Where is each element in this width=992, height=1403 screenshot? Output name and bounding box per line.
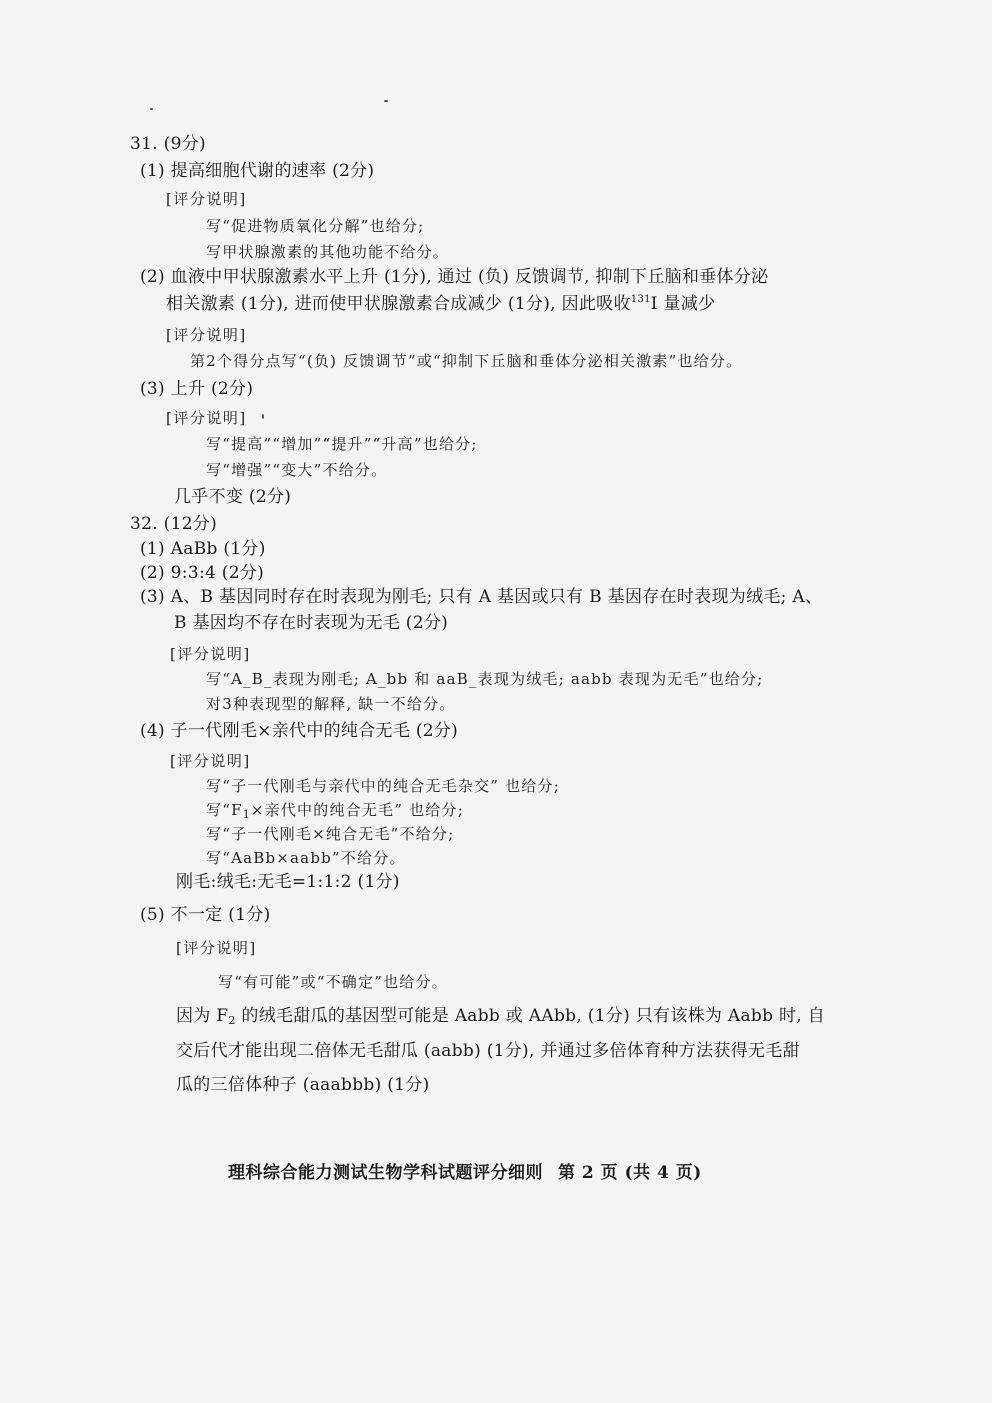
q31-part2-line2	[166, 293, 715, 315]
scan-speck	[384, 100, 388, 102]
scan-speck	[150, 108, 153, 110]
q31-part2-note-label: [评分说明]	[166, 326, 247, 344]
q32-part3-note-2: 对3种表现型的解释, 缺一不给分。	[206, 695, 456, 713]
q32-title: 32. (12分)	[130, 514, 218, 534]
q32-part4-note-3: 写“子一代刚毛×纯合无毛”不给分;	[206, 825, 455, 843]
q32-part1: (1) AaBb (1分)	[140, 539, 266, 559]
q31-part1-note-label: [评分说明]	[166, 190, 247, 208]
generation-subscript: 2	[228, 1014, 236, 1027]
q32-part3-note-label: [评分说明]	[170, 645, 251, 663]
q31-part1-note-2: 写甲状腺激素的其他功能不给分。	[206, 243, 450, 261]
q32-part5-note-1: 写“有可能”或“不确定”也给分。	[218, 973, 448, 991]
q31-part1: (1) 提高细胞代谢的速率 (2分)	[140, 161, 375, 181]
q32-part3-line2: B 基因均不存在时表现为无毛 (2分)	[174, 613, 449, 633]
isotope-superscript: 131	[630, 294, 651, 305]
q31-part2-line2-pre: 相关激素 (1分), 进而使甲状腺激素合成减少 (1分), 因此吸收	[166, 294, 631, 314]
q31-title: 31. (9分)	[130, 134, 206, 154]
q31-part3-note-label: [评分说明]	[166, 409, 247, 427]
q31-part3-extra: 几乎不变 (2分)	[174, 487, 292, 507]
q32-part2: (2) 9:3:4 (2分)	[140, 563, 265, 583]
footer-page-number: 第 2 页 (共 4 页)	[558, 1163, 702, 1183]
q31-part2-note-1: 第2个得分点写“(负) 反馈调节”或“抑制下丘脑和垂体分泌相关激素”也给分。	[190, 352, 743, 370]
q31-part1-note-1: 写“促进物质氧化分解”也给分;	[206, 217, 425, 235]
q31-part3-note-1: 写“提高”“增加”“提升”“升高”也给分;	[206, 435, 478, 453]
q31-part3-note-2: 写“增强”“变大”不给分。	[206, 461, 388, 479]
q32-part5-note-label: [评分说明]	[176, 939, 257, 957]
q32-part5-exp-post: 的绒毛甜瓜的基因型可能是 Aabb 或 AAbb, (1分) 只有该株为 Aabb 时, 自	[235, 1006, 826, 1026]
generation-subscript: 1	[242, 808, 251, 821]
q32-part4-note-2	[206, 799, 464, 821]
q32-part4-note-1: 写“子一代刚毛与亲代中的纯合无毛杂交” 也给分;	[206, 777, 560, 795]
q32-part4-note-4: 写“AaBb×aabb”不给分。	[206, 849, 406, 867]
q32-part4-note-2-pre: 写“F	[206, 801, 243, 819]
q32-part3-line1: (3) A、B 基因同时存在时表现为刚毛; 只有 A 基因或只有 B 基因存在时表现为绒毛; A、	[140, 587, 823, 607]
footer-title: 理科综合能力测试生物学科试题评分细则	[228, 1163, 543, 1183]
q32-part5-exp-pre: 因为 F	[176, 1006, 229, 1026]
q32-part4-note-label: [评分说明]	[170, 752, 251, 770]
q31-part2-line2-post: I 量减少	[650, 294, 716, 314]
q32-part5: (5) 不一定 (1分)	[140, 905, 271, 925]
q32-part3-note-1: 写“A_B_表现为刚毛; A_bb 和 aaB_表现为绒毛; aabb 表现为无毛”也给分;	[206, 670, 764, 688]
q32-part4-extra: 刚毛:绒毛:无毛=1:1:2 (1分)	[176, 872, 400, 892]
q32-part4: (4) 子一代刚毛×亲代中的纯合无毛 (2分)	[140, 721, 459, 741]
q32-part4-note-2-post: ×亲代中的纯合无毛” 也给分;	[250, 801, 464, 819]
q32-part5-explanation-line2: 交后代才能出现二倍体无毛甜瓜 (aabb) (1分), 并通过多倍体育种方法获得无毛甜	[176, 1041, 800, 1061]
q32-part5-explanation-line3: 瓜的三倍体种子 (aaabbb) (1分)	[176, 1075, 430, 1095]
q32-part5-explanation-line1	[176, 1005, 825, 1027]
q31-part3: (3) 上升 (2分)	[140, 379, 254, 399]
q31-part2-line1: (2) 血液中甲状腺激素水平上升 (1分), 通过 (负) 反馈调节, 抑制下丘脑和垂体分泌	[140, 267, 769, 287]
scan-speck	[262, 414, 264, 419]
